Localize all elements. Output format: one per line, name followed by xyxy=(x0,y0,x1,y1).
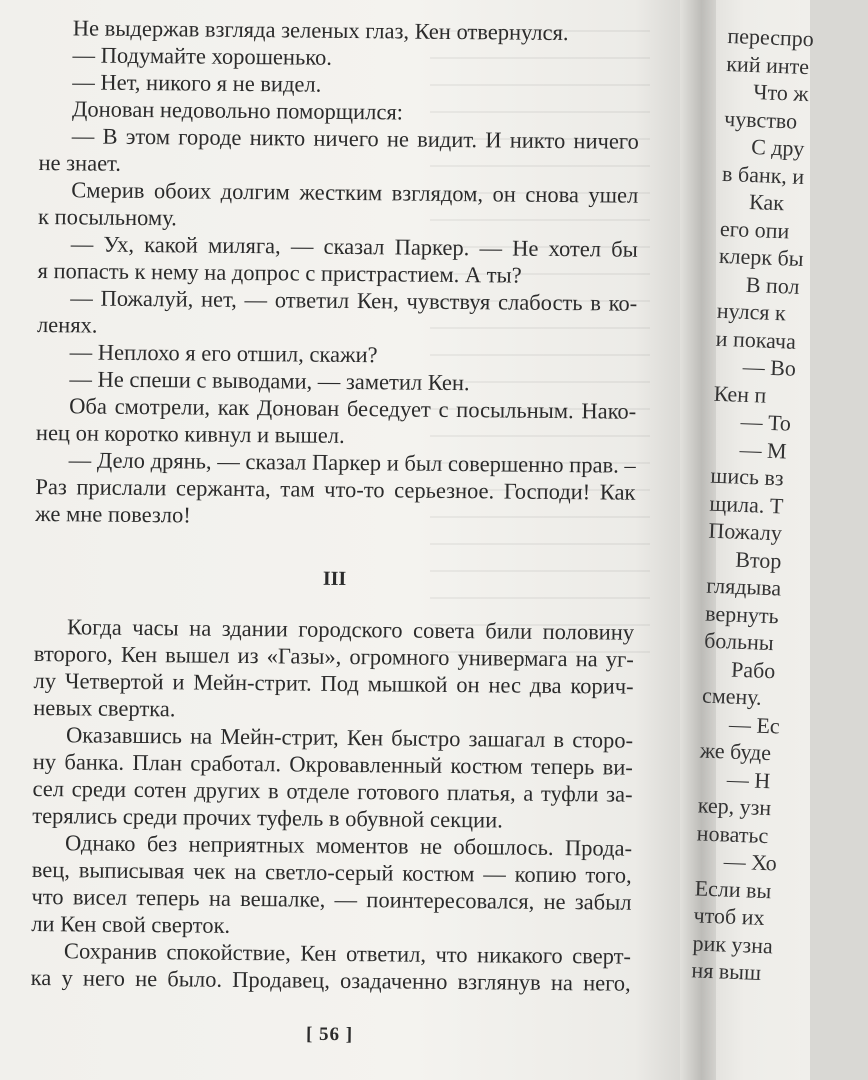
text-line: ну банка. План сработал. Окровавленный костюм теперь ви- xyxy=(32,748,633,780)
page-number: [ 56 ] xyxy=(305,1023,354,1046)
text-line: терялись среди прочих туфель в обувной секции. xyxy=(32,802,503,833)
text-line: — Ух, какой миляга, — сказал Паркер. — Не хотел бы xyxy=(70,231,638,262)
text-line: вец, выписывая чек на светло-серый костюм — копию того, xyxy=(31,856,632,888)
right-page-line: — М xyxy=(739,436,788,464)
text-line: Оказавшись на Мейн-стрит, Кен быстро зашагал в сторо- xyxy=(65,722,634,753)
text-line: Оба смотрели, как Донован беседует с посыльным. Нако- xyxy=(69,393,637,424)
text-line: Когда часы на здании городского совета били половину xyxy=(66,614,635,645)
text-line: нец он коротко кивнул и вышел. xyxy=(35,419,345,448)
right-page-line: — Ес xyxy=(728,711,781,738)
right-page-line: больны xyxy=(703,627,775,656)
right-page-line: чтоб их xyxy=(693,902,765,931)
right-page-line: — Во xyxy=(742,353,797,381)
section-heading: III xyxy=(322,567,347,590)
right-page-line: же буде xyxy=(699,737,772,766)
text-line: что висел теперь на вешалке, — поинтересовался, не забыл xyxy=(31,883,632,915)
right-page-line: — Н xyxy=(726,766,771,793)
right-page-line: шись вз xyxy=(710,462,785,491)
text-line: Раз прислали сержанта, там что-то серьезное. Господи! Как xyxy=(35,473,636,505)
right-page-line: в банк, и xyxy=(721,160,805,189)
text-line: — В этом городе никто ничего не видит. И никто ничего xyxy=(71,123,639,154)
right-page-line: новатьс xyxy=(696,819,769,848)
text-line: к посыльному. xyxy=(37,203,177,231)
right-page-line: В пол xyxy=(745,271,801,299)
text-line: Донован недовольно поморщился: xyxy=(71,96,404,125)
right-page-line: нулся к xyxy=(716,297,787,326)
text-before-heading xyxy=(35,14,640,533)
text-line: же мне повезло! xyxy=(35,500,191,528)
text-line: лу Четвертой и Мейн-стрит. Под мышкой он нес два корич- xyxy=(33,667,634,699)
right-page-line: С дру xyxy=(750,133,805,162)
right-page-line: — То xyxy=(740,408,792,436)
right-page-line: вернуть xyxy=(704,600,780,628)
right-page-line: — Хо xyxy=(723,848,778,876)
right-page-line: Втор xyxy=(734,546,782,573)
text-line: ленях. xyxy=(36,311,98,338)
text-line: ли Кен свой сверток. xyxy=(31,910,231,938)
right-page-line: переспро xyxy=(727,22,815,52)
right-page-line: глядыва xyxy=(705,572,782,601)
right-page xyxy=(691,0,815,1080)
text-line: сел среди сотен других в отделе готового платья, а туфли за- xyxy=(32,775,633,807)
text-line: — Подумайте хорошенько. xyxy=(72,42,333,70)
right-page-line: Что ж xyxy=(752,79,810,107)
right-page-line: его опи xyxy=(719,215,790,243)
text-line: ка у него не было. Продавец, озадаченно взглянув на него, xyxy=(30,964,631,996)
text-line: невых свертка. xyxy=(33,694,176,722)
text-after-heading xyxy=(31,613,635,997)
text-line: — Дело дрянь, — сказал Паркер и был совершенно прав. – xyxy=(68,447,636,478)
right-page-line: ня выш xyxy=(691,957,762,985)
text-line: не знает. xyxy=(38,149,122,176)
text-line: — Пожалуй, нет, — ответил Кен, чувствуя слабость в ко- xyxy=(70,285,638,316)
right-page-line: кер, узн xyxy=(697,792,772,821)
right-page-line: кий инте xyxy=(725,50,810,79)
text-line: — Не спеши с выводами, — заметил Кен. xyxy=(69,366,470,396)
right-page-line: и покача xyxy=(715,325,797,354)
right-page-line: клерк бы xyxy=(718,242,805,272)
right-page-line: Если вы xyxy=(694,874,772,903)
text-line: — Нет, никого я не видел. xyxy=(72,69,322,97)
text-line: второго, Кен вышел из «Газы», огромного универмага на уг- xyxy=(33,640,634,672)
text-line: я попасть к нему на допрос с пристрастием. А ты? xyxy=(37,257,522,288)
right-page-line: Кен п xyxy=(713,380,767,408)
body-text xyxy=(31,14,640,997)
text-line: Однако без неприятных моментов не обошлось. Прода- xyxy=(64,830,633,861)
right-page-line: Как xyxy=(748,188,785,216)
right-page-line: чувство xyxy=(723,105,798,134)
text-line: Сохранив спокойствие, Кен ответил, что никакого сверт- xyxy=(63,938,632,969)
right-page-line: смену. xyxy=(701,682,763,710)
text-line: Не выдержав взгляда зеленых глаз, Кен отвернулся. xyxy=(72,15,569,46)
right-page-line: щила. Т xyxy=(709,490,784,518)
text-line: — Неплохо я его отшил, скажи? xyxy=(69,339,378,368)
right-page-text xyxy=(691,22,868,989)
right-page-line: рик узна xyxy=(692,929,774,958)
right-page-line: Рабо xyxy=(730,656,776,683)
text-line: Смерив обоих долгим жестким взглядом, он снова ушел xyxy=(71,177,639,208)
right-page-line: Пожалу xyxy=(707,517,783,546)
